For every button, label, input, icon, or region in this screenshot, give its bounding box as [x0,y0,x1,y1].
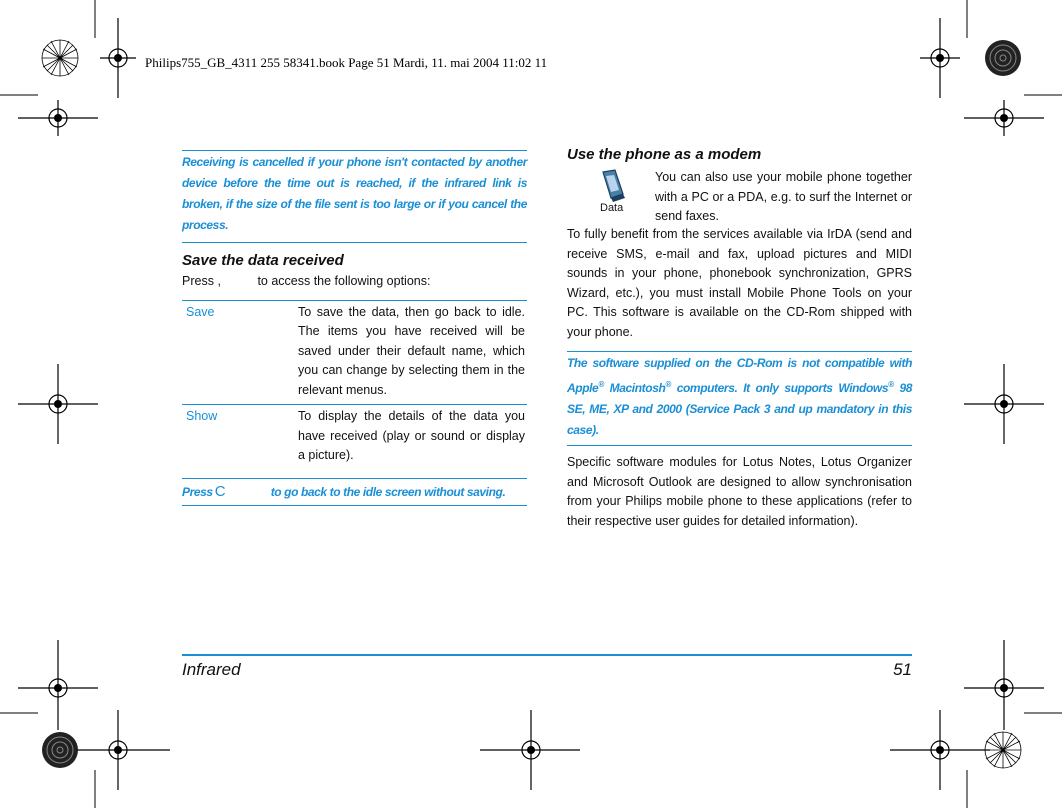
modem-phone-icon [593,168,633,204]
footer-section-title: Infrared [182,660,241,679]
reg-mark-macintosh: ® [665,380,671,389]
compat-part-3: computers. It only supports Windows [670,381,889,395]
compat-part-4: 98 SE, ME, XP and 2000 (Service Pack 3 and up mandatory in this case). [567,381,912,437]
modem-heading: Use the phone as a modem [567,146,762,163]
note-receiving-cancelled: Receiving is cancelled if your phone isn't contacted by another device before the time out is reached, if the infrared link is broken, if the size of the file sent is too large or if you cancel the process. [182,155,527,232]
compat-part-1: The software supplied on the CD-Rom is not compatible with Apple [567,356,912,395]
page-footer [182,654,912,680]
press-c-text: to go back to the idle screen without saving. [270,484,506,499]
note-rule-bottom [182,242,527,243]
option-show-name: Show [186,409,218,423]
options-rule-mid [182,404,527,405]
compat-note-rule-bottom [567,445,912,446]
modem-intro-text: You can also use your mobile phone together with a PC or a PDA, e.g. to surf the Internet or send faxes. [655,170,912,223]
option-save-name: Save [186,304,215,319]
data-icon-block [567,168,912,228]
press-c-label: Press [182,484,213,499]
press-c-rule-top [182,478,527,479]
c-key-icon: C [214,482,226,500]
data-icon [567,168,653,228]
reg-mark-windows: ® [888,380,894,389]
option-show [182,407,527,466]
right-column [567,146,912,531]
left-column [182,150,527,506]
compatibility-note [567,352,912,441]
compat-part-2: Macintosh [603,381,666,395]
option-save [182,303,527,401]
save-data-heading: Save the data received [182,252,344,269]
irda-benefit-text: To fully benefit from the services available via IrDA (send and receive SMS, e-mail and fax, upload pictures and MIDI sounds in your phone, phonebook synchronization, GPRS Wizard, etc.), you must install Mobile Phone Tools on your PC. This software is available on the CD-Rom shipped with your phone. [567,227,912,339]
print-header: Philips755_GB_4311 255 58341.book Page 51 Mardi, 11. mai 2004 11:02 11 [145,55,548,70]
press-instruction [182,272,527,292]
page-number: 51 [893,660,912,679]
ok-key-icon: , [217,274,221,288]
software-modules-text: Specific software modules for Lotus Notes, Lotus Organizer and Microsoft Outlook are designed to allow synchronisation from your Philips mobile phone to these applications (refer to their respective user guides for detailed information). [567,455,912,528]
option-save-desc: To save the data, then go back to idle. The items you have received will be saved under their default name, which you can change by selecting them in the relevant menus. [298,304,525,397]
data-icon-label: Data [600,202,624,214]
press-c-note [182,482,527,502]
option-show-desc: To display the details of the data you have received (play or sound or display a picture). [298,409,525,462]
options-rule-top [182,300,527,301]
reg-mark-apple: ® [598,380,604,389]
press-prefix: Press [182,274,214,288]
press-c-rule-bottom [182,505,527,506]
press-suffix: to access the following options: [257,274,431,288]
